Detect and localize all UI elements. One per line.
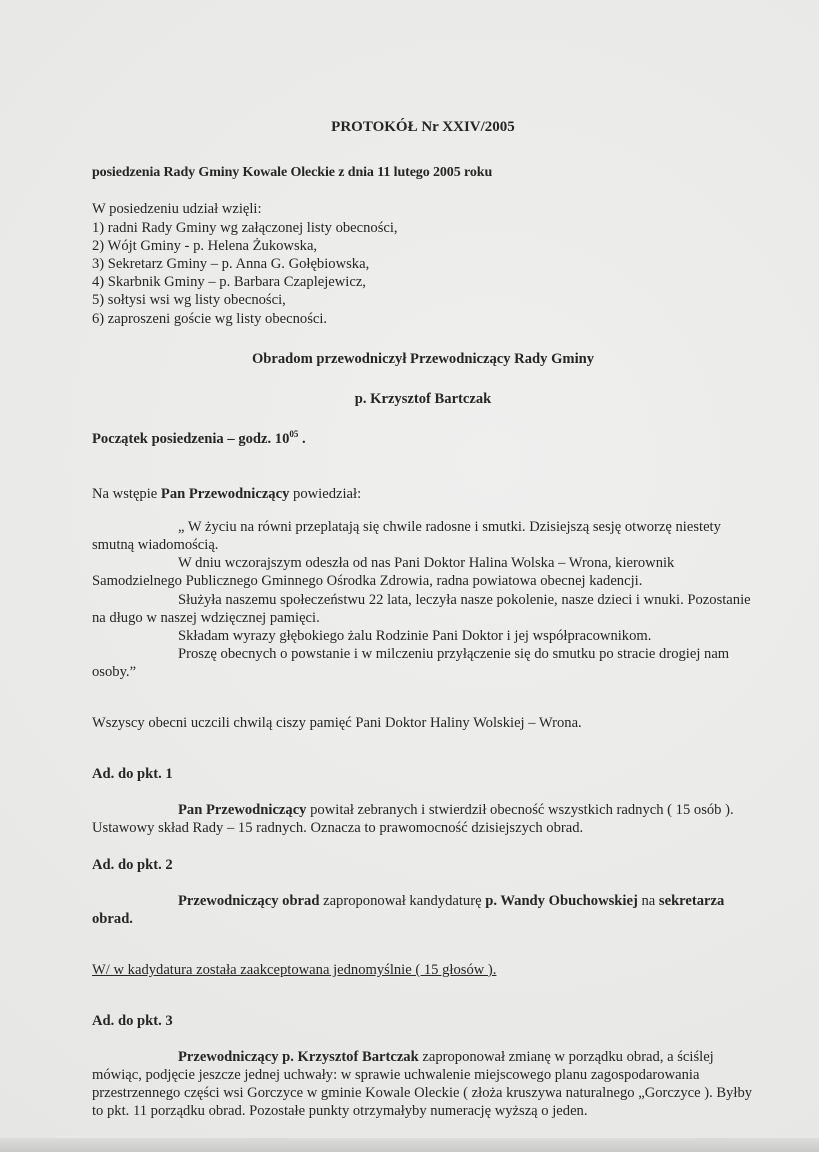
attendance-item: 3) Sekretarz Gminy – p. Anna G. Gołębiowska, — [92, 256, 370, 273]
speech-paragraph: W dniu wczorajszym odeszła od nas Pani Doktor Halina Wolska – Wrona, kierownik Samodzielnego Publicznego Gminnego Ośrodka Zdrowia, radna powiatowa obecnej kadencji. — [92, 555, 675, 590]
session-start — [92, 430, 754, 448]
moment-of-silence: Wszyscy obecni uczcili chwilą ciszy pamięć Pani Doktor Haliny Wolskiej – Wrona. — [92, 715, 582, 732]
attendance-item: 2) Wójt Gminy - p. Helena Żukowska, — [92, 237, 318, 254]
pkt1-heading: Ad. do pkt. 1 — [92, 766, 173, 783]
session-start-text: Początek posiedzenia – godz. 10 — [92, 431, 290, 448]
pkt3-text — [92, 1048, 754, 1121]
chair-name: p. Krzysztof Bartczak — [354, 391, 492, 408]
opening-intro-post: powiedział: — [289, 486, 362, 503]
document-body — [92, 118, 754, 1121]
attendance-list — [92, 200, 754, 327]
pkt2-bold3: sekretarza obrad. — [92, 892, 725, 928]
pkt2-mid2: na — [637, 892, 659, 909]
speech-paragraph: Proszę obecnych o powstanie i w milczeniu przyłączenie się do smutku po stracie drogiej nam osoby.” — [92, 646, 730, 681]
attendance-item: 6) zaproszeni goście wg listy obecności. — [92, 310, 328, 327]
attendance-item: 5) sołtysi wsi wg listy obecności, — [92, 292, 286, 309]
attendance-item: 1) radni Rady Gminy wg załączonej listy obecności, — [92, 219, 398, 236]
protocol-title: PROTOKÓŁ Nr XXIV/2005 — [331, 119, 515, 135]
pkt3-heading: Ad. do pkt. 3 — [92, 1012, 173, 1029]
pkt2-mid: zaproponował kandydaturę — [319, 892, 486, 909]
opening-intro-bold: Pan Przewodniczący — [160, 486, 290, 503]
opening-intro-pre: Na wstępie — [92, 486, 161, 503]
attendance-item: 4) Skarbnik Gminy – p. Barbara Czaplejewicz, — [92, 274, 366, 291]
pkt1-bold: Pan Przewodniczący — [178, 802, 307, 819]
pkt2-result: W/ w kadydatura została zaakceptowana jednomyślnie ( 15 głosów ). — [92, 961, 497, 978]
pkt2-bold1: Przewodniczący obrad — [178, 892, 320, 909]
protocol-subtitle: posiedzenia Rady Gminy Kowale Oleckie z dnia 11 lutego 2005 roku — [92, 165, 493, 181]
pkt1-text — [92, 801, 754, 837]
session-start-tail: . — [298, 431, 306, 448]
pkt3-body: zaproponował zmianę w porządku obrad, a ściślej mówiąc, podjęcie jeszcze jednej uchwały: w sprawie uchwalenie miejscowego planu zagospodarowania przestrzennego części wsi Gorczyce w gminie Kowale Oleckie ( złoża kruszywa naturalnego „Gorczyce ). Byłby to pkt. 11 porządku obrad. Pozostałe punkty otrzymałyby numerację wyższą o jeden. — [92, 1048, 753, 1120]
pkt2-heading: Ad. do pkt. 2 — [92, 856, 173, 873]
chair-line: Obradom przewodniczył Przewodniczący Rady Gminy — [251, 350, 595, 367]
session-start-minutes: 05 — [289, 429, 299, 440]
opening-intro — [92, 485, 754, 503]
speech-paragraph: Składam wyrazy głębokiego żalu Rodzinie Pani Doktor i jej współpracownikom. — [178, 628, 652, 645]
page-edge-shadow — [0, 1138, 819, 1152]
pkt1-body: powitał zebranych i stwierdził obecność wszystkich radnych ( 15 osób ). Ustawowy skład Rady – 15 radnych. Oznacza to prawomocność dzisiejszych obrad. — [92, 802, 734, 837]
pkt2-text — [92, 892, 754, 928]
speech-paragraph: „ W życiu na równi przeplatają się chwile radosne i smutki. Dzisiejszą sesję otworzę niestety smutną wiadomością. — [92, 518, 721, 554]
pkt3-bold: Przewodniczący p. Krzysztof Bartczak — [178, 1048, 419, 1065]
pkt2-bold2: p. Wandy Obuchowskiej — [485, 892, 638, 909]
attendance-intro: W posiedzeniu udział wzięli: — [92, 201, 262, 218]
speech-paragraph: Służyła naszemu społeczeństwu 22 lata, leczyła nasze pokolenie, nasze dzieci i wnuki. Pozostanie na długo w naszej wdzięcznej pamięci. — [92, 591, 751, 626]
